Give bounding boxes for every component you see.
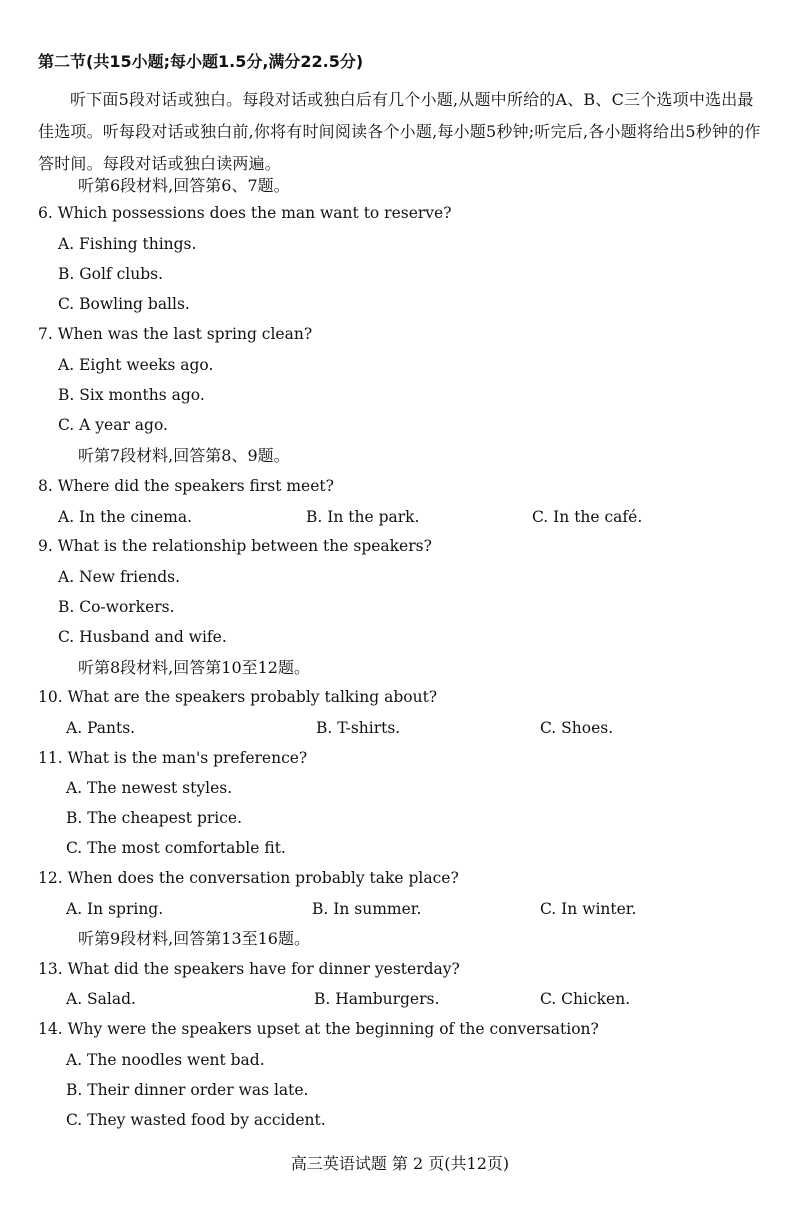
option-13a: A. Salad. [66,990,136,1008]
option-13c: C. Chicken. [540,990,631,1008]
option-8b: B. In the park. [306,508,420,526]
option-12b: B. In summer. [312,900,422,918]
option-14a: A. The noodles went bad. [66,1051,265,1069]
question-9: 9. What is the relationship between the speakers? [38,537,432,555]
option-6b: B. Golf clubs. [58,265,164,283]
question-13: 13. What did the speakers have for dinner yesterday? [38,960,460,978]
question-6: 6. Which possessions does the man want to reserve? [38,204,452,222]
option-9b: B. Co-workers. [58,598,175,616]
option-12c: C. In winter. [540,900,637,918]
listen-label: 听第9段材料,回答第13至16题。 [78,929,310,948]
option-9c: C. Husband and wife. [58,628,227,646]
option-6c: C. Bowling balls. [58,295,190,313]
page-footer: 高三英语试题 第 2 页(共12页) [290,1154,510,1173]
option-7c: C. A year ago. [58,416,168,434]
option-11b: B. The cheapest price. [66,809,243,827]
question-12: 12. When does the conversation probably take place? [38,869,459,887]
instructions-text: 听下面5段对话或独白。每段对话或独白后有几个小题,从题中所给的A、B、C三个选项中选出最佳选项。听每段对话或独白前,你将有时间阅读各个小题,每小题5秒钟;听完后,各小题将给出5秒钟的作答时间。每段对话或独白读两遍。 [38,90,761,173]
option-8c: C. In the café. [532,508,643,526]
option-10a: A. Pants. [66,719,136,737]
option-10c: C. Shoes. [540,719,614,737]
listen-label: 听第8段材料,回答第10至12题。 [78,658,310,677]
option-11a: A. The newest styles. [66,779,233,797]
question-11: 11. What is the man's preference? [38,749,308,767]
listen-label: 听第6段材料,回答第6、7题。 [78,176,290,195]
question-7: 7. When was the last spring clean? [38,325,313,343]
option-11c: C. The most comfortable fit. [66,839,286,857]
option-13b: B. Hamburgers. [314,990,440,1008]
question-14: 14. Why were the speakers upset at the beginning of the conversation? [38,1020,599,1038]
listen-label: 听第7段材料,回答第8、9题。 [78,446,290,465]
option-14b: B. Their dinner order was late. [66,1081,309,1099]
question-10: 10. What are the speakers probably talking about? [38,688,438,706]
section-title: 第二节(共15小题;每小题1.5分,满分22.5分) [38,52,364,71]
option-10b: B. T-shirts. [316,719,401,737]
option-6a: A. Fishing things. [58,235,197,253]
question-8: 8. Where did the speakers first meet? [38,477,334,495]
option-12a: A. In spring. [66,900,164,918]
section-instructions [38,84,766,180]
option-14c: C. They wasted food by accident. [66,1111,326,1129]
option-7a: A. Eight weeks ago. [58,356,214,374]
option-8a: A. In the cinema. [58,508,193,526]
option-9a: A. New friends. [58,568,181,586]
option-7b: B. Six months ago. [58,386,205,404]
